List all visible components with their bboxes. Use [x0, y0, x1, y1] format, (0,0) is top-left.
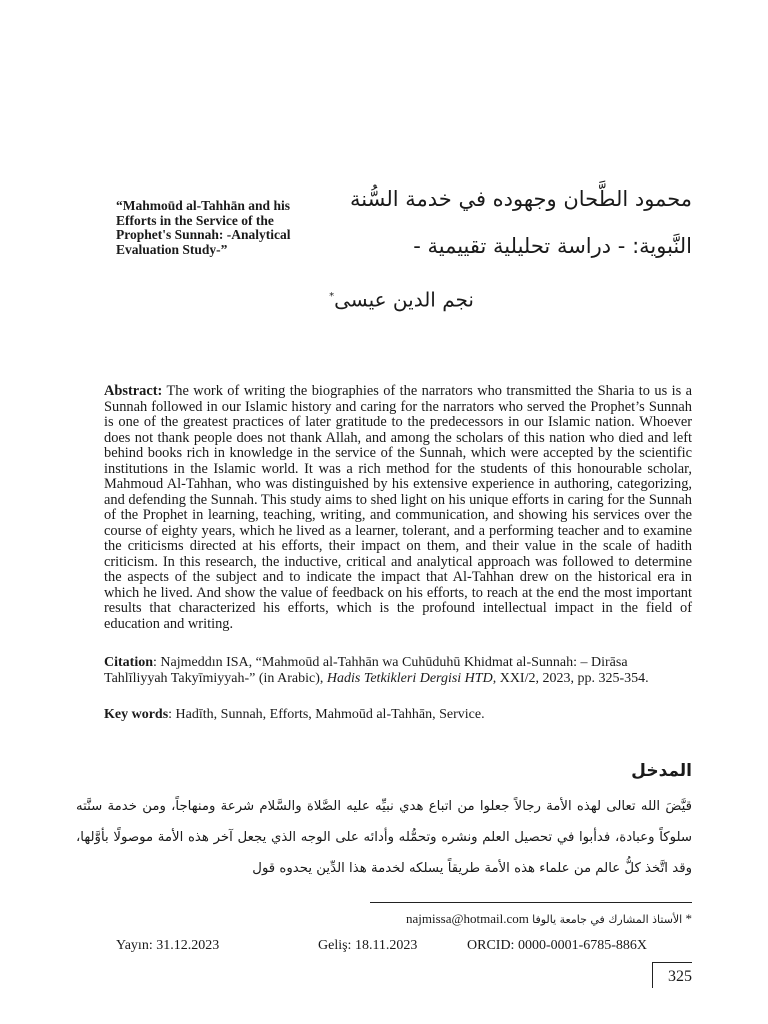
arabic-title: [340, 176, 692, 270]
section-heading: المدخل: [631, 761, 692, 781]
arabic-title-line-1: محمود الطَّحان وجهوده في خدمة السُّنة: [350, 187, 692, 211]
footnote-email: najmissa@hotmail.com: [406, 911, 529, 926]
citation: [104, 655, 692, 686]
abstract: [104, 384, 692, 632]
page-number: 325: [652, 962, 692, 988]
citation-text-part2: , XXI/2, 2023, pp. 325-354.: [492, 670, 649, 686]
author-footnote-mark: *: [329, 291, 335, 302]
footnote: [300, 910, 692, 929]
english-title: “Mahmoūd al-Tahhān and his Efforts in the Service of the Prophet's Sunnah: -Analytical Evaluation Study-”: [116, 198, 291, 257]
intro-body: قيَّضَ الله تعالى لهذه الأمة رجالاً جعلوا من اتباع هدي نبيِّه عليه الصَّلاة والسَّلام شرعة ومنهاجاً، ومن خدمة سنَّته سلوكاً وعبادة، فدأبوا في تحصيل العلم ونشره وتحمُّله وأدائه على الوجه الذي يجعل آخر هذه الأمة موصولًا بأوَّلها، وقد اتَّخذ كلُّ عالم من علماء هذه الأمة طريقاً يسلكه لخدمة هذا الدِّين يحدوه قول: [76, 799, 692, 876]
orcid: ORCID: 0000-0001-6785-886X: [467, 938, 648, 953]
citation-label: Citation: [104, 655, 153, 670]
abstract-text: The work of writing the biographies of the narrators who transmitted the Sharia to us is a Sunnah followed in our Islamic history and caring for the narrators who served the Prophet’s Sunnah is one of the greatest practices of later gratitude to the predecessors in our Islamic nation. Whoever does not thank people does not thank Allah, and among the scholars of this nation who died and left behind books rich in knowledge in the service of the Sunnah, which were accepted by the scientific institutions in the Islamic world. It was a rich method for the students of this honourable scholar, Mahmoud Al-Tahhan, who was distinguished by his extensive experience in authoring, categorizing, and defending the Sunnah. This study aims to shed light on his unique efforts in caring for the Sunnah of the Prophet in learning, teaching, writing, and communication, and showing his services over the course of eighty years, which he lived as a learner, tolerant, and a performing teacher and to examine the criticisms directed at his efforts, their impact on them, and their value in the scale of hadith criticism. In this research, the inductive, critical and analytical approach was followed to determine the aspects of the subject and to indicate the impact that Al-Tahhan drew on the historical era in which he lived. And show the value of feedback on his efforts, to reach at the end the most important results that characterized his efforts, which is the profound intellectual impact in the field of education and writing.: [104, 383, 693, 632]
received-date: Geliş: 18.11.2023: [318, 938, 418, 953]
published-date: Yayın: 31.12.2023: [116, 938, 220, 953]
footnote-mark: *: [685, 911, 692, 926]
author-name: [250, 284, 474, 313]
footnote-rule: [370, 902, 692, 903]
keywords: [104, 707, 692, 723]
footnote-affiliation: الأستاذ المشارك في جامعة يالوفا: [532, 913, 683, 926]
citation-text-part1: : Najmeddın ISA, “Mahmoūd al-Tahhān wa Cuhūduhū Khidmat al-Sunnah: – Dirāsa Tahlīliyyah Takyīmiyyah-” (in Arabic),: [104, 655, 628, 686]
keywords-label: Key words: [104, 707, 169, 722]
keywords-text: : Hadīth, Sunnah, Efforts, Mahmoūd al-Tahhān, Service.: [168, 707, 485, 722]
citation-journal: Hadis Tetkikleri Dergisi HTD: [326, 670, 493, 686]
arabic-title-line-2: النَّبوية: - دراسة تحليلية تقييمية -: [413, 234, 692, 258]
abstract-label: Abstract:: [104, 383, 163, 399]
author-name-text: نجم الدين عيسى: [334, 287, 474, 312]
